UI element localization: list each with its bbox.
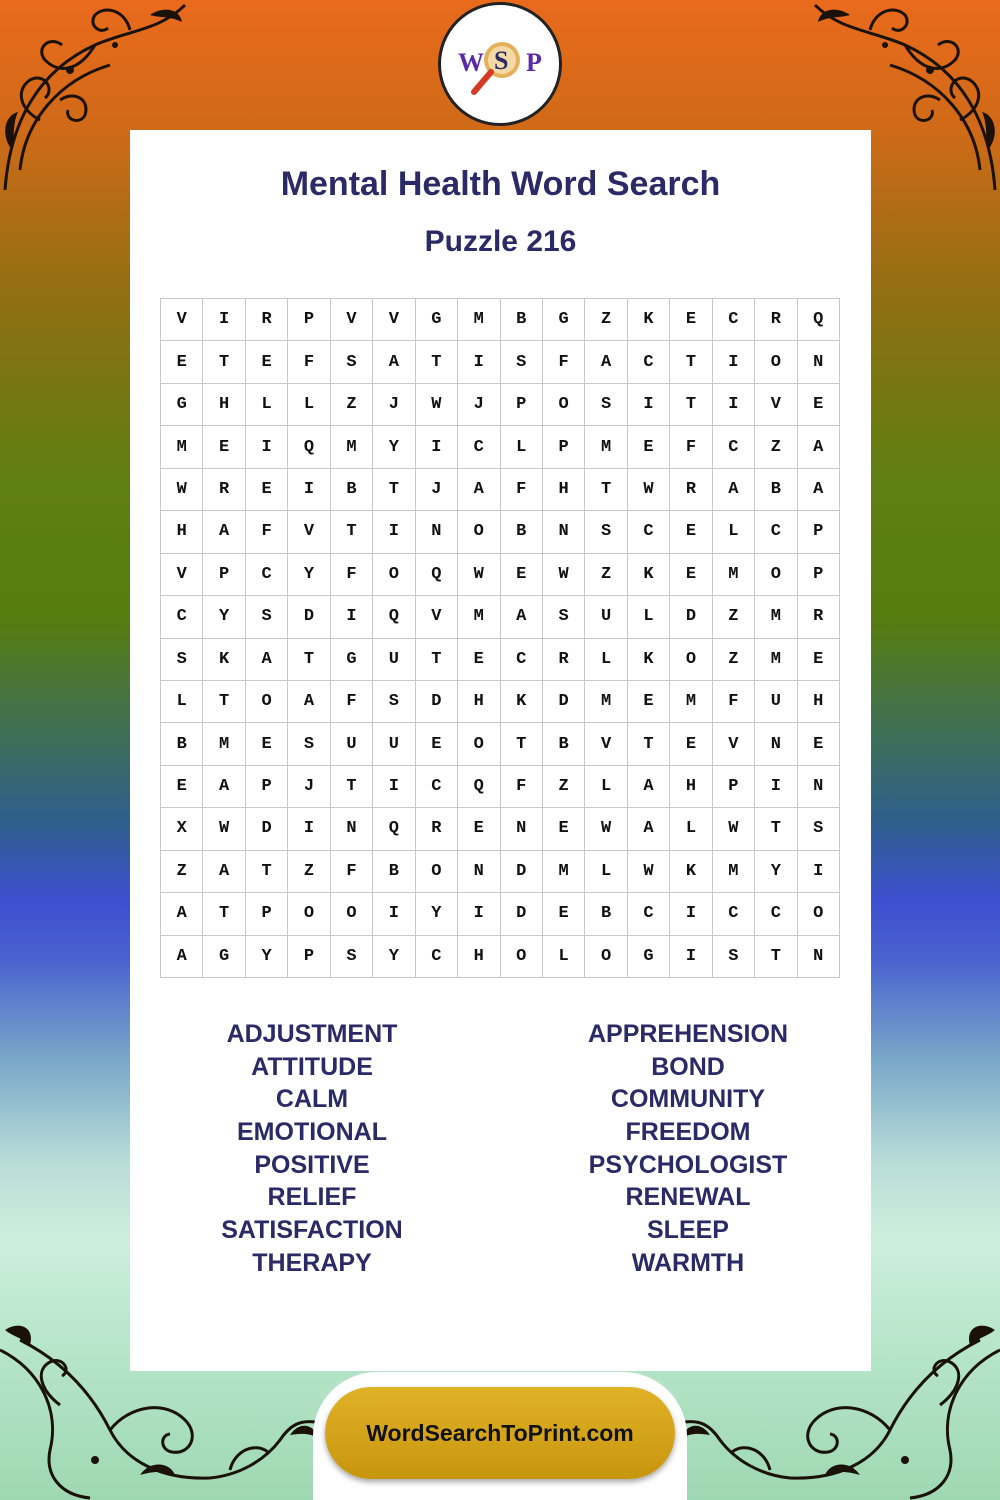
grid-cell: Q: [373, 596, 415, 638]
word-item: SLEEP: [647, 1216, 729, 1245]
grid-cell: A: [246, 639, 288, 681]
grid-cell: C: [501, 639, 543, 681]
grid-cell: Y: [288, 554, 330, 596]
grid-cell: I: [288, 469, 330, 511]
grid-cell: V: [288, 511, 330, 553]
word-item: THERAPY: [252, 1248, 372, 1277]
grid-cell: Q: [416, 554, 458, 596]
grid-cell: S: [246, 596, 288, 638]
grid-cell: Z: [543, 766, 585, 808]
grid-cell: T: [670, 341, 712, 383]
grid-cell: N: [798, 766, 840, 808]
grid-cell: D: [501, 851, 543, 893]
grid-cell: W: [161, 469, 203, 511]
logo-letter-w: W: [458, 48, 484, 77]
grid-cell: L: [246, 384, 288, 426]
grid-cell: T: [755, 808, 797, 850]
grid-cell: J: [416, 469, 458, 511]
grid-cell: P: [246, 766, 288, 808]
grid-cell: B: [501, 511, 543, 553]
grid-cell: V: [161, 554, 203, 596]
word-item: SATISFACTION: [221, 1216, 403, 1245]
grid-cell: O: [798, 893, 840, 935]
grid-cell: K: [628, 554, 670, 596]
grid-cell: O: [670, 639, 712, 681]
grid-cell: I: [798, 851, 840, 893]
grid-cell: I: [458, 341, 500, 383]
grid-cell: N: [458, 851, 500, 893]
grid-cell: E: [798, 639, 840, 681]
grid-cell: U: [373, 639, 415, 681]
grid-cell: C: [246, 554, 288, 596]
grid-cell: E: [628, 426, 670, 468]
grid-cell: U: [755, 681, 797, 723]
grid-cell: N: [416, 511, 458, 553]
grid-cell: C: [416, 766, 458, 808]
grid-cell: E: [458, 639, 500, 681]
grid-cell: L: [161, 681, 203, 723]
grid-cell: K: [670, 851, 712, 893]
word-item: ATTITUDE: [251, 1052, 373, 1081]
grid-cell: P: [288, 936, 330, 978]
grid-cell: T: [331, 766, 373, 808]
word-item: APPREHENSION: [587, 1020, 789, 1048]
grid-cell: N: [501, 808, 543, 850]
grid-cell: U: [585, 596, 627, 638]
grid-cell: Z: [331, 384, 373, 426]
grid-cell: A: [628, 808, 670, 850]
grid-cell: C: [628, 893, 670, 935]
grid-cell: O: [755, 554, 797, 596]
grid-cell: A: [713, 469, 755, 511]
word-item: FREEDOM: [625, 1118, 751, 1147]
grid-cell: P: [501, 384, 543, 426]
grid-cell: L: [585, 851, 627, 893]
grid-cell: S: [713, 936, 755, 978]
word-item: RELIEF: [267, 1183, 357, 1212]
grid-cell: A: [203, 511, 245, 553]
grid-cell: Z: [585, 299, 627, 341]
grid-cell: E: [670, 723, 712, 765]
grid-cell: L: [501, 426, 543, 468]
grid-cell: Y: [373, 936, 415, 978]
grid-cell: I: [670, 893, 712, 935]
footer-banner[interactable]: [325, 1387, 675, 1479]
puzzle-sheet: [130, 130, 871, 1371]
grid-cell: B: [331, 469, 373, 511]
grid-cell: G: [416, 299, 458, 341]
grid-cell: E: [798, 384, 840, 426]
grid-cell: O: [458, 723, 500, 765]
grid-cell: T: [585, 469, 627, 511]
grid-cell: S: [331, 936, 373, 978]
grid-cell: Z: [755, 426, 797, 468]
grid-cell: B: [585, 893, 627, 935]
grid-cell: H: [458, 681, 500, 723]
word-item: RENEWAL: [625, 1183, 751, 1212]
grid-cell: A: [288, 681, 330, 723]
grid-cell: A: [628, 766, 670, 808]
grid-cell: Y: [373, 426, 415, 468]
grid-cell: Q: [458, 766, 500, 808]
grid-cell: J: [288, 766, 330, 808]
grid-cell: C: [713, 299, 755, 341]
grid-cell: P: [203, 554, 245, 596]
grid-cell: I: [373, 766, 415, 808]
word-list: [130, 1018, 871, 1288]
grid-cell: W: [458, 554, 500, 596]
grid-cell: H: [161, 511, 203, 553]
grid-cell: L: [585, 639, 627, 681]
grid-cell: V: [161, 299, 203, 341]
grid-cell: I: [288, 808, 330, 850]
grid-cell: C: [628, 341, 670, 383]
grid-cell: O: [246, 681, 288, 723]
grid-cell: M: [713, 851, 755, 893]
grid-cell: W: [628, 469, 670, 511]
grid-cell: A: [501, 596, 543, 638]
grid-cell: V: [373, 299, 415, 341]
grid-cell: Q: [798, 299, 840, 341]
grid-cell: B: [543, 723, 585, 765]
grid-cell: I: [628, 384, 670, 426]
grid-cell: S: [585, 511, 627, 553]
grid-cell: F: [501, 766, 543, 808]
grid-cell: T: [373, 469, 415, 511]
grid-cell: S: [288, 723, 330, 765]
grid-cell: T: [203, 893, 245, 935]
grid-cell: C: [628, 511, 670, 553]
grid-cell: N: [755, 723, 797, 765]
grid-cell: G: [331, 639, 373, 681]
grid-cell: Y: [755, 851, 797, 893]
grid-cell: Q: [288, 426, 330, 468]
grid-cell: Z: [161, 851, 203, 893]
grid-cell: S: [373, 681, 415, 723]
grid-cell: S: [501, 341, 543, 383]
word-item: COMMUNITY: [610, 1085, 766, 1114]
grid-cell: Z: [713, 596, 755, 638]
grid-cell: B: [161, 723, 203, 765]
grid-cell: I: [203, 299, 245, 341]
grid-cell: O: [416, 851, 458, 893]
grid-cell: V: [755, 384, 797, 426]
grid-cell: W: [543, 554, 585, 596]
grid-cell: H: [203, 384, 245, 426]
grid-cell: J: [458, 384, 500, 426]
grid-cell: P: [798, 511, 840, 553]
grid-cell: N: [543, 511, 585, 553]
grid-cell: X: [161, 808, 203, 850]
grid-cell: T: [628, 723, 670, 765]
word-item: BOND: [651, 1052, 725, 1081]
grid-cell: P: [246, 893, 288, 935]
grid-cell: M: [755, 596, 797, 638]
word-list-right-column: [538, 1018, 838, 1280]
grid-cell: A: [798, 469, 840, 511]
grid-cell: R: [203, 469, 245, 511]
grid-cell: S: [331, 341, 373, 383]
grid-cell: L: [713, 511, 755, 553]
grid-cell: L: [543, 936, 585, 978]
grid-cell: O: [288, 893, 330, 935]
grid-cell: G: [543, 299, 585, 341]
grid-cell: E: [628, 681, 670, 723]
grid-cell: Q: [373, 808, 415, 850]
grid-cell: I: [416, 426, 458, 468]
grid-cell: I: [373, 511, 415, 553]
grid-cell: F: [543, 341, 585, 383]
page-title: Mental Health Word Search: [280, 165, 721, 203]
grid-cell: I: [373, 893, 415, 935]
grid-cell: S: [798, 808, 840, 850]
grid-cell: E: [458, 808, 500, 850]
grid-cell: T: [246, 851, 288, 893]
site-logo[interactable]: [438, 2, 562, 126]
grid-cell: W: [713, 808, 755, 850]
grid-cell: A: [373, 341, 415, 383]
grid-cell: V: [331, 299, 373, 341]
grid-cell: H: [458, 936, 500, 978]
logo-badge: [444, 8, 556, 120]
grid-cell: E: [543, 808, 585, 850]
grid-cell: V: [416, 596, 458, 638]
puzzle-number: Puzzle 216: [424, 225, 577, 258]
grid-cell: A: [458, 469, 500, 511]
grid-cell: W: [628, 851, 670, 893]
grid-cell: C: [713, 893, 755, 935]
grid-cell: Z: [288, 851, 330, 893]
grid-cell: B: [373, 851, 415, 893]
grid-cell: C: [755, 893, 797, 935]
grid-cell: P: [543, 426, 585, 468]
word-item: WARMTH: [631, 1248, 745, 1277]
grid-cell: M: [585, 426, 627, 468]
word-item: ADJUSTMENT: [226, 1020, 398, 1048]
grid-cell: M: [755, 639, 797, 681]
grid-cell: E: [543, 893, 585, 935]
word-item: PSYCHOLOGIST: [588, 1150, 788, 1179]
grid-cell: C: [458, 426, 500, 468]
grid-cell: E: [246, 723, 288, 765]
grid-cell: D: [501, 893, 543, 935]
grid-cell: A: [161, 893, 203, 935]
grid-cell: V: [713, 723, 755, 765]
grid-cell: F: [501, 469, 543, 511]
grid-cell: C: [755, 511, 797, 553]
grid-cell: L: [288, 384, 330, 426]
grid-cell: K: [628, 299, 670, 341]
grid-cell: R: [246, 299, 288, 341]
grid-cell: T: [416, 639, 458, 681]
grid-cell: F: [670, 426, 712, 468]
grid-cell: F: [713, 681, 755, 723]
grid-cell: G: [203, 936, 245, 978]
grid-cell: G: [628, 936, 670, 978]
grid-cell: A: [798, 426, 840, 468]
grid-cell: I: [331, 596, 373, 638]
grid-cell: D: [670, 596, 712, 638]
grid-cell: E: [246, 469, 288, 511]
grid-cell: D: [543, 681, 585, 723]
grid-cell: M: [161, 426, 203, 468]
grid-cell: J: [373, 384, 415, 426]
grid-cell: F: [288, 341, 330, 383]
grid-cell: T: [416, 341, 458, 383]
grid-cell: A: [203, 851, 245, 893]
grid-cell: E: [203, 426, 245, 468]
grid-cell: B: [755, 469, 797, 511]
grid-cell: E: [670, 554, 712, 596]
grid-cell: U: [331, 723, 373, 765]
grid-cell: O: [331, 893, 373, 935]
grid-cell: G: [161, 384, 203, 426]
grid-cell: R: [755, 299, 797, 341]
grid-cell: F: [331, 681, 373, 723]
grid-cell: M: [331, 426, 373, 468]
grid-cell: L: [628, 596, 670, 638]
grid-cell: A: [203, 766, 245, 808]
grid-cell: E: [246, 341, 288, 383]
grid-cell: K: [203, 639, 245, 681]
grid-cell: R: [670, 469, 712, 511]
grid-cell: F: [331, 851, 373, 893]
word-item: CALM: [275, 1085, 349, 1114]
grid-cell: M: [203, 723, 245, 765]
grid-cell: O: [585, 936, 627, 978]
grid-cell: F: [331, 554, 373, 596]
grid-cell: O: [373, 554, 415, 596]
grid-cell: U: [373, 723, 415, 765]
grid-cell: I: [755, 766, 797, 808]
grid-cell: L: [670, 808, 712, 850]
site-url-link[interactable]: WordSearchToPrint.com: [366, 1419, 634, 1446]
grid-cell: O: [458, 511, 500, 553]
logo-letter-p: P: [526, 48, 542, 77]
logo-letter-s: S: [494, 46, 509, 75]
grid-cell: O: [501, 936, 543, 978]
grid-cell: I: [670, 936, 712, 978]
grid-cell: W: [416, 384, 458, 426]
word-list-left-column: [162, 1018, 462, 1280]
letter-grid: [160, 298, 840, 978]
grid-cell: M: [670, 681, 712, 723]
grid-cell: T: [203, 341, 245, 383]
grid-cell: C: [713, 426, 755, 468]
grid-cell: D: [288, 596, 330, 638]
grid-cell: P: [288, 299, 330, 341]
grid-cell: C: [416, 936, 458, 978]
grid-cell: H: [798, 681, 840, 723]
grid-cell: H: [670, 766, 712, 808]
grid-cell: D: [246, 808, 288, 850]
grid-cell: I: [713, 384, 755, 426]
grid-cell: E: [416, 723, 458, 765]
grid-cell: M: [458, 596, 500, 638]
grid-cell: L: [585, 766, 627, 808]
grid-cell: M: [458, 299, 500, 341]
grid-cell: T: [288, 639, 330, 681]
grid-cell: O: [755, 341, 797, 383]
grid-cell: K: [628, 639, 670, 681]
grid-cell: Z: [585, 554, 627, 596]
grid-cell: W: [203, 808, 245, 850]
grid-cell: R: [416, 808, 458, 850]
grid-cell: I: [713, 341, 755, 383]
word-item: EMOTIONAL: [237, 1118, 387, 1147]
grid-cell: N: [798, 341, 840, 383]
grid-cell: P: [798, 554, 840, 596]
grid-cell: T: [501, 723, 543, 765]
grid-cell: V: [585, 723, 627, 765]
grid-cell: S: [161, 639, 203, 681]
grid-cell: Y: [203, 596, 245, 638]
word-item: POSITIVE: [254, 1150, 370, 1179]
grid-cell: W: [585, 808, 627, 850]
grid-cell: I: [458, 893, 500, 935]
grid-cell: E: [670, 299, 712, 341]
grid-cell: E: [161, 766, 203, 808]
grid-cell: F: [246, 511, 288, 553]
grid-cell: Y: [416, 893, 458, 935]
grid-cell: E: [798, 723, 840, 765]
grid-cell: R: [798, 596, 840, 638]
grid-cell: S: [543, 596, 585, 638]
grid-cell: H: [543, 469, 585, 511]
grid-cell: K: [501, 681, 543, 723]
grid-cell: E: [670, 511, 712, 553]
grid-cell: P: [713, 766, 755, 808]
grid-cell: A: [585, 341, 627, 383]
grid-cell: R: [543, 639, 585, 681]
grid-cell: D: [416, 681, 458, 723]
grid-cell: O: [543, 384, 585, 426]
grid-cell: T: [670, 384, 712, 426]
grid-cell: Z: [713, 639, 755, 681]
grid-cell: M: [543, 851, 585, 893]
grid-cell: N: [331, 808, 373, 850]
grid-cell: T: [755, 936, 797, 978]
grid-cell: M: [585, 681, 627, 723]
grid-cell: E: [501, 554, 543, 596]
grid-cell: C: [161, 596, 203, 638]
grid-cell: I: [246, 426, 288, 468]
grid-cell: S: [585, 384, 627, 426]
grid-cell: E: [161, 341, 203, 383]
grid-cell: B: [501, 299, 543, 341]
grid-cell: T: [203, 681, 245, 723]
grid-cell: T: [331, 511, 373, 553]
grid-cell: Y: [246, 936, 288, 978]
grid-cell: M: [713, 554, 755, 596]
grid-cell: N: [798, 936, 840, 978]
grid-cell: A: [161, 936, 203, 978]
